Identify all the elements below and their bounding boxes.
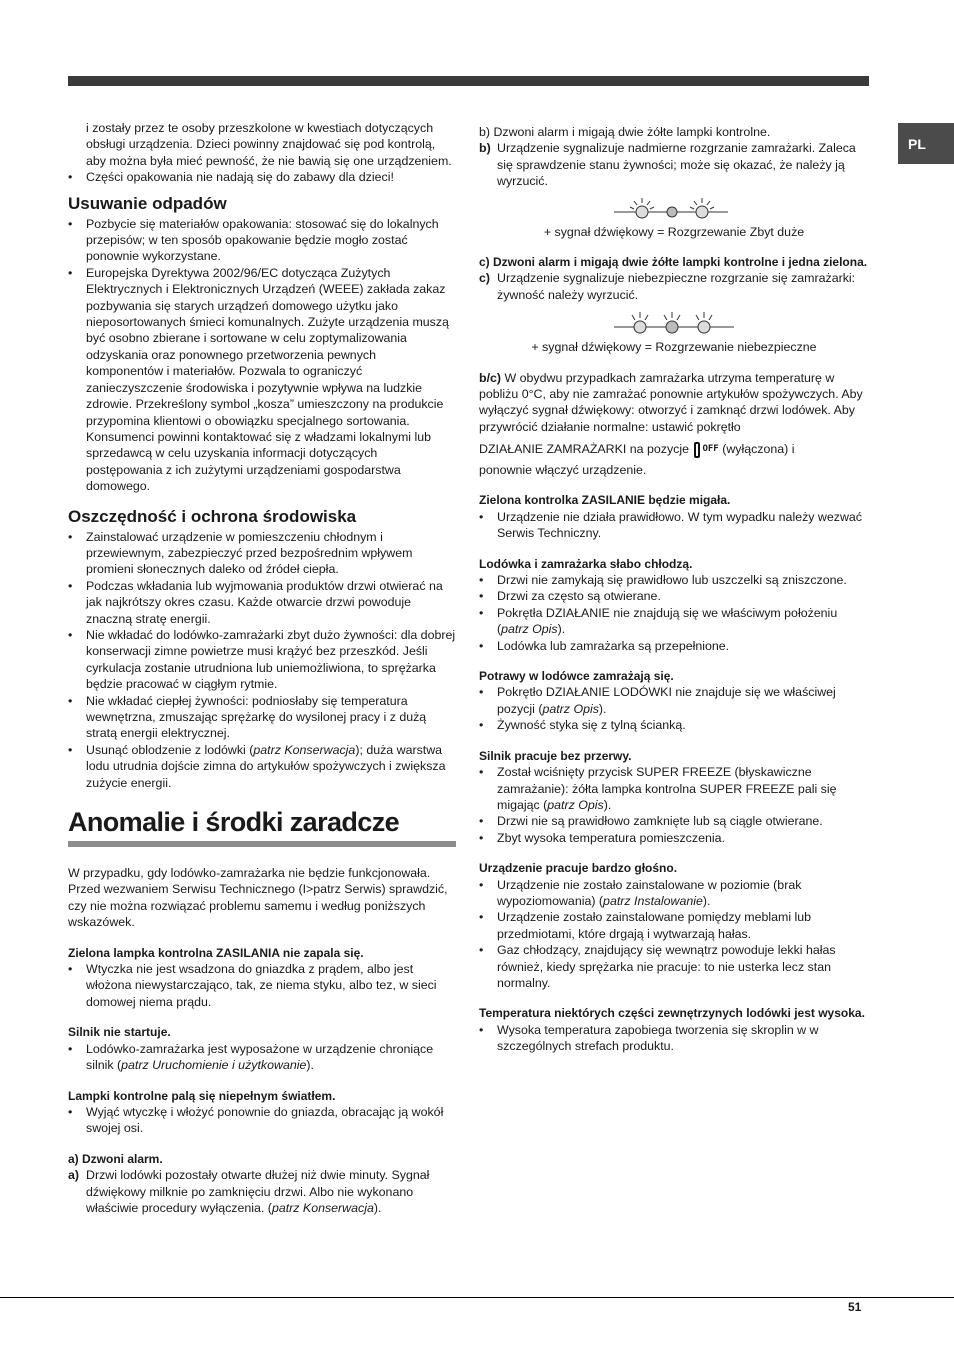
list-item: • Lodówko-zamrażarka jest wyposażone w urządzenie chroniące silnik (patrz Uruchomienie i użytkowanie). — [68, 1041, 456, 1074]
subsection-title: Lampki kontrolne palą się niepełnym światłem. — [68, 1088, 336, 1103]
subsection-title: Silnik nie startuje. — [68, 1025, 171, 1040]
list-item: • Podczas wkładania lub wyjmowania produktów drzwi otwierać na jak najkrótszy okres czasu. Każde otwarcie drzwi powoduje znaczną stratę energii. — [68, 578, 456, 627]
list-item: • Części opakowania nie nadają się do zabawy dla dzieci! — [68, 169, 456, 185]
section-title-waste: Usuwanie odpadów — [68, 193, 227, 213]
bc-paragraph-end: ponownie włączyć urządzenie. — [479, 463, 647, 477]
off-label: OFF — [702, 444, 719, 455]
list-item: • Drzwi nie są prawidłowo zamknięte lub są ciągle otwierane. — [479, 813, 869, 829]
eco-list — [68, 529, 456, 792]
subsection-title: Zielona kontrolka ZASILANIE będzie migała. — [479, 493, 731, 508]
subsection-title: Potrawy w lodówce zamrażają się. — [479, 669, 674, 684]
list-item: • Drzwi nie zamykają się prawidłowo lub uszczelki są zniszczone. — [479, 572, 869, 588]
list-item: • Urządzenie nie działa prawidłowo. W tym wypadku należy wezwać Serwis Techniczny. — [479, 509, 869, 542]
s2-list — [68, 1041, 456, 1074]
subsection-title: Lodówka i zamrażarka słabo chłodzą. — [479, 556, 693, 571]
list-item: • Europejska Dyrektywa 2002/96/EC dotycząca Zużytych Elektrycznych i Elektronicznych Urządzeń (WEEE) zakłada zakaz pozbywania się starych urządzeń domowego użytku jako nieposortowanych śmieci komunalnych. Zużyte urządzenia muszą być osobno zbierane i sortowane w celu zoptymalizowania odzyskania oraz ponownego przetworzenia pewnych komponentów i materiałów. Pozwala to ograniczyć zanieczyszczenie środowiska i pozytywnie wpływa na ludzkie zdrowie. Przekreślony symbol „kosza” umieszczony na produkcie przypomina klientowi o obowiązku specjalnego sortowania. Konsumenci powinni kontaktować się z władzami lokalnymi lub sprzedawcą w celu uzyskania informacji dotyczących postępowania z ich zużytymi urządzeniami gospodarstwa domowego. — [68, 265, 456, 495]
list-item: • Pokrętło DZIAŁANIE LODÓWKI nie znajduje się we właściwej pozycji (patrz Opis). — [479, 684, 869, 717]
list-item: • Lodówka lub zamrażarka są przepełnione. — [479, 638, 869, 654]
footer-divider — [0, 1297, 954, 1298]
labeled-item: c) Urządzenie sygnalizuje niebezpieczne rozgrzanie się zamrażarki: żywność należy wyrzucić. — [479, 271, 856, 302]
header-bar — [68, 76, 869, 86]
list-item: • Drzwi za często są otwierane. — [479, 588, 869, 604]
left-column — [68, 120, 456, 1216]
labeled-item: b) Urządzenie sygnalizuje nadmierne rozgrzanie zamrażarki. Zaleca się sprawdzenie stanu żywności; może się okazać, że należy ją wyrzucić. — [479, 141, 856, 189]
intro-list — [68, 169, 456, 185]
language-tab: PL — [898, 123, 954, 164]
anomaly-intro: W przypadku, gdy lodówko-zamrażarka nie będzie funkcjonowała. Przed wezwaniem Serwisu Technicznego (I>patrz Serwis) sprawdzić, czy nie można rozwiązać problemu samemu i według poniższych wskazówek. — [68, 866, 448, 930]
subsection-title: Temperatura niektórych części zewnętrzynych lodówki jest wysoka. — [479, 1006, 865, 1021]
s1-list — [68, 961, 456, 1010]
list-item: • Zbyt wysoka temperatura pomieszczenia. — [479, 830, 869, 846]
list-item: • Żywność styka się z tylną ścianką. — [479, 717, 869, 733]
list-item: • Nie wkładać ciepłej żywności: podniosłaby się temperatura wewnętrzna, zmuszając sprężarkę do wysilonej pracy i z dużą stratą energii elektrycznej. — [68, 693, 456, 742]
page-number: 51 — [848, 1300, 862, 1314]
list-item: • Usunąć oblodzenie z lodówki (patrz Konserwacja); duża warstwa lodu utrudnia dojście zimna do artykułów spożywczych i zwiększa zużycie energii. — [68, 742, 456, 791]
knob-icon — [694, 442, 700, 458]
lamp-indicator-c — [479, 309, 869, 337]
lamp-indicator-b — [479, 196, 869, 222]
list-item: • Pokrętła DZIAŁANIE nie znajdują się we właściwym położeniu (patrz Opis). — [479, 605, 869, 638]
list-item: • Został wciśnięty przycisk SUPER FREEZE (błyskawiczne zamrażanie): żółta lampka kontrolna SUPER FREEZE pali się migając (patrz Opis). — [479, 764, 869, 813]
right-column — [479, 124, 869, 1055]
r4-list — [479, 764, 869, 846]
warning-lamps-icon — [612, 196, 736, 222]
intro-text: i zostały przez te osoby przeszkolone w kwestiach dotyczących obsługi urządzenia. Dzieci powinny znajdować się pod kontrolą, aby można była mieć pewność, że nie bawią się one urządzeniem. — [86, 121, 452, 168]
bc-paragraph: b/c) W obydwu przypadkach zamrażarka utrzyma temperaturę w pobliżu 0°C, aby nie zamrażać ponownie artykułów spożywczych. Aby wyłączyć sygnał dźwiękowy: otworzyć i zamknąć drzwi lodówek. Aby przywrócić działanie normalne: ustawić pokrętło — [479, 370, 863, 434]
subsection-title: c) Dzwoni alarm i migają dwie żółte lampki kontrolne i jedna zielona. — [479, 255, 868, 270]
list-item: • Urządzenie nie zostało zainstalowane w poziomie (brak wypoziomowania) (patrz Instalowanie). — [479, 877, 869, 910]
section-title-eco: Oszczędność i ochrona środowiska — [68, 506, 357, 526]
r1-list — [479, 509, 869, 542]
list-item: • Wysoka temperatura zapobiega tworzenia się skroplin w w szczególnych strefach produktu. — [479, 1022, 869, 1055]
subsection-title: a) Dzwoni alarm. — [68, 1151, 163, 1166]
r5-list — [479, 877, 869, 992]
list-item: • Pozbycie się materiałów opakowania: stosować się do lokalnych przepisów; w ten sposób opakowanie będzie mogło zostać ponownie wykorzystane. — [68, 216, 456, 265]
lamp-caption: + sygnał dźwiękowy = Rozgrzewanie niebezpieczne — [531, 340, 817, 355]
s3-list — [68, 1104, 456, 1137]
subsection-title: b) Dzwoni alarm i migają dwie żółte lampki kontrolne. — [479, 125, 771, 139]
subsection-title: Urządzenie pracuje bardzo głośno. — [479, 861, 678, 876]
subsection-title: Silnik pracuje bez przerwy. — [479, 748, 632, 763]
list-item: • Wyjąć wtyczkę i włożyć ponownie do gniazda, obracając ją wokół swojej osi. — [68, 1104, 456, 1137]
list-item: • Urządzenie zostało zainstalowane pomiędzy meblami lub przedmiotami, które drgają i wytwarzają hałas. — [479, 909, 869, 942]
page-title: Anomalie i środki zaradcze — [68, 805, 456, 847]
r6-list — [479, 1022, 869, 1055]
warning-lamps-icon — [612, 309, 736, 337]
r3-list — [479, 684, 869, 733]
list-item: • Nie wkładać do lodówko-zamrażarki zbyt dużo żywności: dla dobrej konserwacji zimne powietrze musi krążyć bez przeszkód. Jeśli cyrkulacja zostanie utrudniona lub uniemożliwiona, to sprężarka będzie pracować w ciągłym rytmie. — [68, 627, 456, 693]
list-item: • Gaz chłodzący, znajdujący się wewnątrz powoduje lekki hałas również, kiedy sprężarka nie pracuje: to nie usterka lecz stan normalny. — [479, 942, 869, 991]
subsection-title: Zielona lampka kontrolna ZASILANIA nie zapala się. — [68, 945, 364, 960]
list-item: • Zainstalować urządzenie w pomieszczeniu chłodnym i przewiewnym, zabezpieczyć przed bezpośrednim wpływem promieni słonecznych daleko od źródeł ciepła. — [68, 529, 456, 578]
waste-list — [68, 216, 456, 495]
list-item: • Wtyczka nie jest wsadzona do gniazdka z prądem, albo jest włożona niewystarczająco, tak, ze niema styku, albo tez, w sieci domowej niema prądu. — [68, 961, 456, 1010]
bc-paragraph-knob: DZIAŁANIE ZAMRAŻARKI na pozycje $^{OFF}$ (wyłączona) i — [479, 442, 795, 457]
r2-list — [479, 572, 869, 654]
lamp-caption: + sygnał dźwiękowy = Rozgrzewanie Zbyt duże — [543, 224, 805, 239]
labeled-item: a) Drzwi lodówki pozostały otwarte dłużej niż dwie minuty. Sygnał dźwiękowy milknie po zamknięciu drzwi. Albo nie wykonano właściwie procedury wyłączenia. (patrz Konserwacja). — [68, 1168, 430, 1215]
